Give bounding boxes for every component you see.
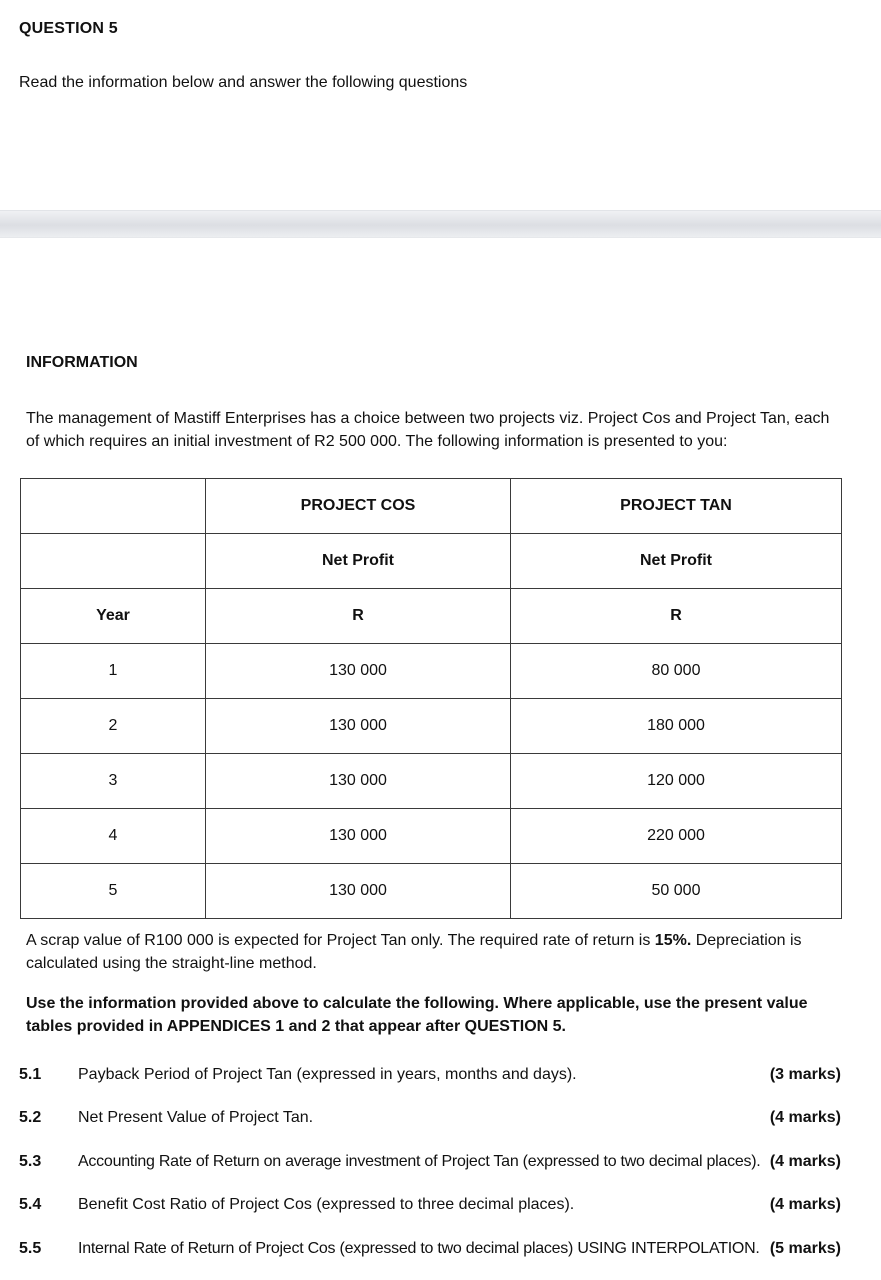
- table-units-row: [21, 589, 842, 644]
- year-cell: 1: [21, 644, 206, 699]
- unit-tan: R: [511, 589, 842, 644]
- year-cell: 5: [21, 864, 206, 919]
- question-number: 5.4: [19, 1196, 42, 1213]
- page-divider: [0, 210, 881, 238]
- question-title: QUESTION 5: [19, 20, 118, 37]
- question-item: [0, 1240, 881, 1264]
- project-tan-header: PROJECT TAN: [511, 479, 842, 534]
- net-profit-tan-header: Net Profit: [511, 534, 842, 589]
- question-item: [0, 1196, 881, 1220]
- project-cos-header: PROJECT COS: [206, 479, 511, 534]
- year-cell: 4: [21, 809, 206, 864]
- year-cell: 2: [21, 699, 206, 754]
- intro-text: Read the information below and answer the following questions: [19, 74, 468, 91]
- instructions-paragraph: Use the information provided above to calculate the following. Where applicable, use the present value tables provided in APPENDICES 1 and 2 that appear after QUESTION 5.: [26, 995, 808, 1035]
- depreciation-text: Depreciation is calculated using the straight-line method.: [26, 932, 802, 972]
- year-cell: 3: [21, 754, 206, 809]
- table-row: [21, 644, 842, 699]
- year-header: Year: [21, 589, 206, 644]
- question-item: [0, 1153, 881, 1177]
- question-text: Net Present Value of Project Tan.: [78, 1109, 314, 1126]
- information-heading: INFORMATION: [26, 354, 138, 371]
- question-text: Accounting Rate of Return on average investment of Project Tan (expressed to two decimal places).: [78, 1153, 761, 1170]
- table-row: [21, 699, 842, 754]
- scrap-value-text: A scrap value of R100 000 is expected for Project Tan only. The required rate of return is: [26, 932, 655, 949]
- question-text: Benefit Cost Ratio of Project Cos (expressed to three decimal places).: [78, 1196, 575, 1213]
- cos-profit-cell: 130 000: [206, 864, 511, 919]
- question-text: Internal Rate of Return of Project Cos (expressed to two decimal places) USING INTERPOLATION.: [78, 1240, 760, 1257]
- question-number: 5.5: [19, 1240, 42, 1257]
- question-marks: (4 marks): [769, 1196, 841, 1213]
- net-profit-cos-header: Net Profit: [206, 534, 511, 589]
- scrap-value-paragraph: [26, 929, 846, 975]
- question-marks: (4 marks): [769, 1109, 841, 1126]
- information-paragraph: The management of Mastiff Enterprises has a choice between two projects viz. Project Cos and Project Tan, each of which requires an initial investment of R2 500 000. The following information is presented to you:: [26, 410, 830, 450]
- tan-profit-cell: 50 000: [511, 864, 842, 919]
- table-subheader-row: [21, 534, 842, 589]
- cos-profit-cell: 130 000: [206, 809, 511, 864]
- required-rate: 15%.: [654, 932, 692, 949]
- table-row: [21, 754, 842, 809]
- tan-profit-cell: 80 000: [511, 644, 842, 699]
- question-item: [0, 1066, 881, 1090]
- table-row: [21, 864, 842, 919]
- question-number: 5.1: [19, 1066, 42, 1083]
- question-text: Payback Period of Project Tan (expressed in years, months and days).: [78, 1066, 577, 1083]
- question-number: 5.2: [19, 1109, 42, 1126]
- table-header-row: [21, 479, 842, 534]
- question-marks: (3 marks): [769, 1066, 841, 1083]
- project-profit-table: [20, 478, 842, 919]
- cos-profit-cell: 130 000: [206, 644, 511, 699]
- table-row: [21, 809, 842, 864]
- tan-profit-cell: 220 000: [511, 809, 842, 864]
- question-marks: (5 marks): [769, 1240, 841, 1257]
- empty-cell: [21, 479, 206, 534]
- cos-profit-cell: 130 000: [206, 754, 511, 809]
- cos-profit-cell: 130 000: [206, 699, 511, 754]
- tan-profit-cell: 180 000: [511, 699, 842, 754]
- question-marks: (4 marks): [769, 1153, 841, 1170]
- question-number: 5.3: [19, 1153, 42, 1170]
- unit-cos: R: [206, 589, 511, 644]
- question-item: [0, 1109, 881, 1133]
- empty-cell: [21, 534, 206, 589]
- tan-profit-cell: 120 000: [511, 754, 842, 809]
